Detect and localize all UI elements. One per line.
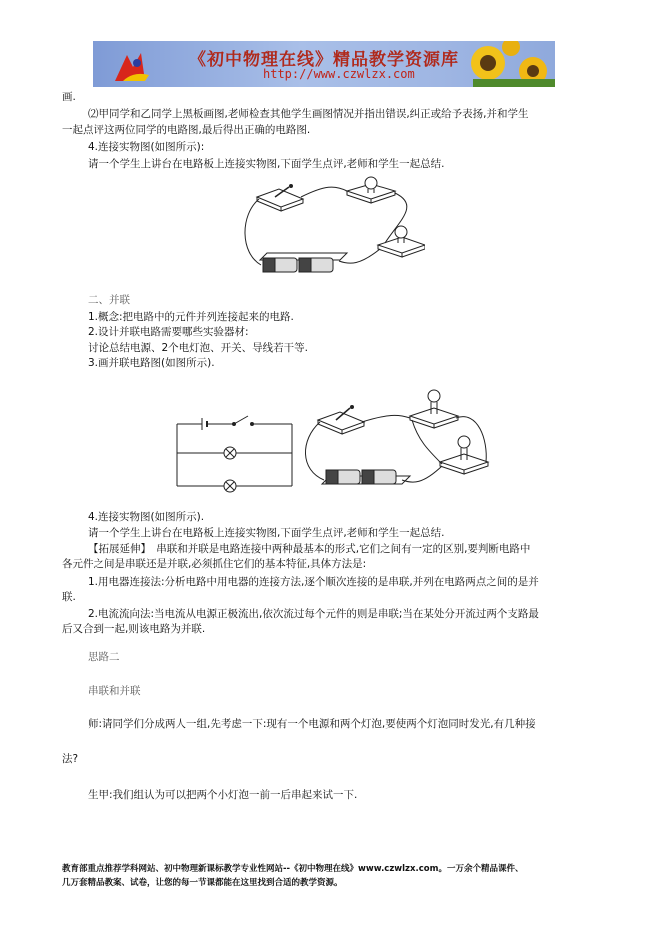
text-line: 4.连接实物图(如图所示): <box>88 141 205 153</box>
text-line: 各元件之间是串联还是并联,必须抓住它们的基本特征,具体方法是: <box>62 558 367 570</box>
text-line: 一起点评这两位同学的电路图,最后得出正确的电路图. <box>62 124 311 136</box>
page-footer <box>62 862 602 890</box>
parallel-circuit-figure <box>298 380 498 498</box>
text-line: 法? <box>62 753 79 765</box>
text-line: 请一个学生上讲台在电路板上连接实物图,下面学生点评,老师和学生一起总结. <box>88 158 445 170</box>
section-heading: 二、并联 <box>88 294 130 306</box>
text-line: 1.用电器连接法:分析电路中用电器的连接方法,逐个顺次连接的是串联,并列在电路两点之间的是并 <box>88 576 539 588</box>
footer-line: 教育部重点推荐学科网站、初中物理新课标教学专业性网站--《初中物理在线》www.czwlzx.com。一万余个精品课件、 <box>62 864 524 874</box>
text-line: 【拓展延伸】 串联和并联是电路连接中两种最基本的形式,它们之间有一定的区别,要判断电路中 <box>88 543 531 555</box>
banner-title: 《初中物理在线》精品教学资源库 <box>189 50 459 70</box>
text-line: 讨论总结电源、2个电灯泡、开关、导线若干等. <box>88 342 309 354</box>
text-line: 画. <box>62 91 76 103</box>
text-line: 2.电流流向法:当电流从电源正极流出,依次流过每个元件的则是串联;当在某处分开流过两个支路最 <box>88 608 539 620</box>
header-banner <box>93 41 555 87</box>
text-line: 1.概念:把电路中的元件并列连接起来的电路. <box>88 311 294 323</box>
text-line: 2.设计并联电路需要哪些实验器材: <box>88 326 249 338</box>
series-circuit-figure <box>235 175 425 280</box>
text-line: 4.连接实物图(如图所示). <box>88 511 205 523</box>
text-line: ⑵甲同学和乙同学上黑板画图,老师检查其他学生画图情况并指出错误,纠正或给予表扬,并和学生 <box>88 108 529 120</box>
site-logo-icon <box>115 53 149 81</box>
section-heading: 串联和并联 <box>88 685 141 697</box>
parallel-circuit-diagram <box>172 410 300 500</box>
section-heading: 思路二 <box>88 651 120 663</box>
text-line: 请一个学生上讲台在电路板上连接实物图,下面学生点评,老师和学生一起总结. <box>88 527 445 539</box>
text-line: 联. <box>62 591 76 603</box>
banner-url: http://www.czwlzx.com <box>263 67 415 81</box>
sunflower-image-icon <box>471 41 555 87</box>
text-line: 生甲:我们组认为可以把两个小灯泡一前一后串起来试一下. <box>88 789 358 801</box>
text-line: 3.画并联电路图(如图所示). <box>88 357 215 369</box>
text-line: 师:请同学们分成两人一组,先考虑一下:现有一个电源和两个灯泡,要使两个灯泡同时发光,有几种接 <box>88 718 536 730</box>
text-line: 后又合到一起,则该电路为并联. <box>62 623 206 635</box>
footer-line: 几万套精品教案、试卷，让您的每一节课都能在这里找到合适的教学资源。 <box>62 878 343 888</box>
